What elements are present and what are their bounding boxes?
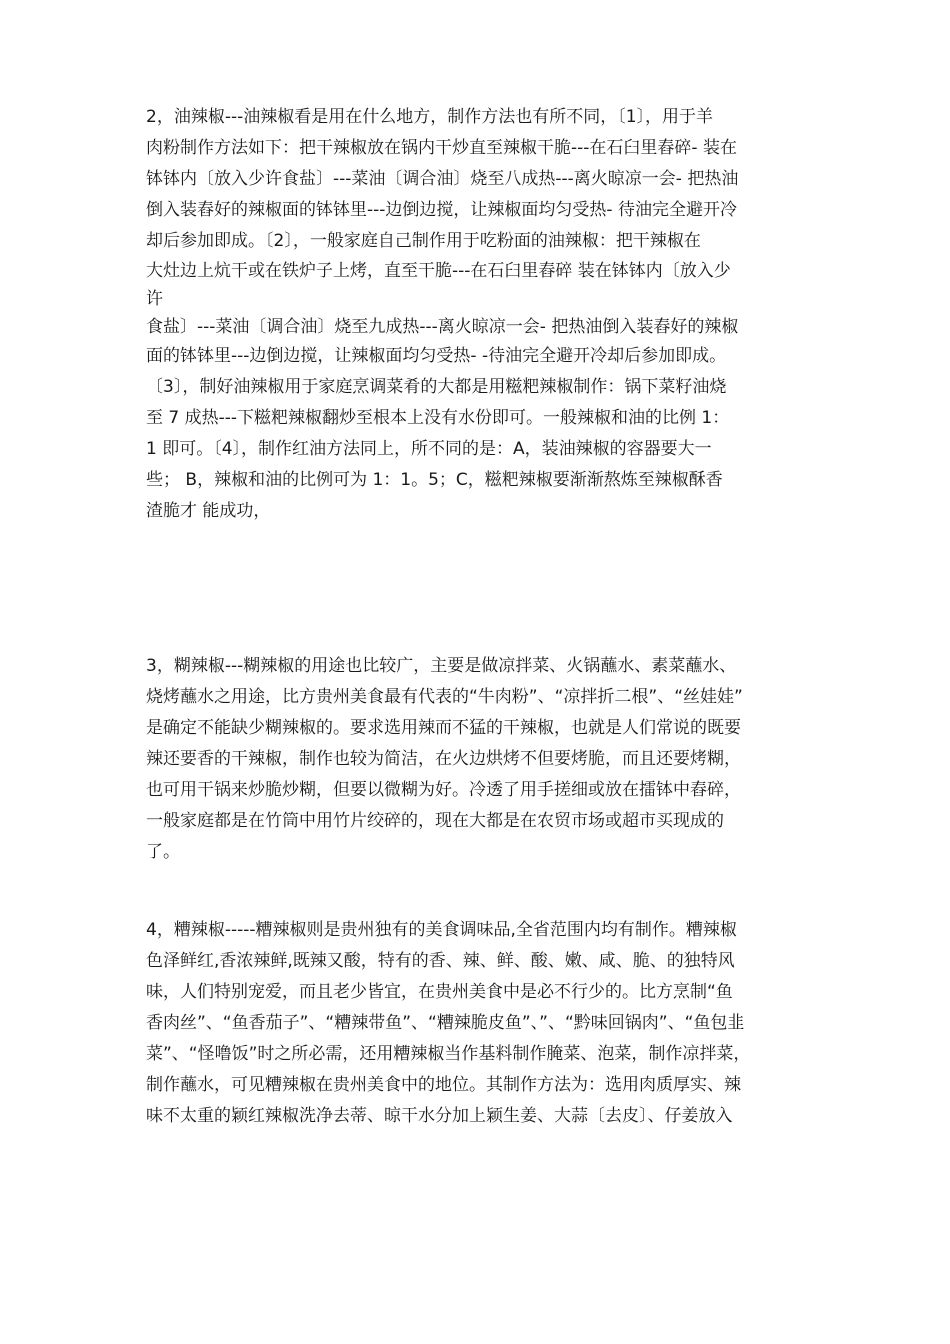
text-line: 面的钵钵里---边倒边搅，让辣椒面均匀受热- -待油完全避开冷却后参加即成。 xyxy=(146,346,727,366)
text-line: 至 7 成热---下糍粑辣椒翻炒至根本上没有水份即可。一般辣椒和油的比例 1： xyxy=(146,408,730,428)
text-line: 1 即可。〔4〕，制作红油方法同上，所不同的是：A，装油辣椒的容器要大一 xyxy=(146,439,712,459)
text-line: 大灶边上炕干或在铁炉子上烤，直至干脆---在石臼里舂碎 装在钵钵内〔放入少 xyxy=(146,261,731,281)
text-line: 辣还要香的干辣椒，制作也较为简洁，在火边烘烤不但要烤脆，而且还要烤糊， xyxy=(146,749,741,769)
text-line: 些； B，辣椒和油的比例可为 1：1。5；C，糍粑辣椒要渐渐熬炼至辣椒酥香 xyxy=(146,470,723,490)
text-line: 烧烤蘸水之用途，比方贵州美食最有代表的“牛肉粉”、“凉拌折二根”、“丝娃娃” xyxy=(146,687,743,707)
text-line: 渣脆才 能成功， xyxy=(146,501,271,521)
text-line: 食盐〕---菜油〔调合油〕烧至九成热---离火晾凉一会- 把热油倒入装舂好的辣椒 xyxy=(146,317,739,337)
text-line: 许 xyxy=(146,289,163,309)
text-line: 〔3〕，制好油辣椒用于家庭烹调菜肴的大都是用糍粑辣椒制作：锅下菜籽油烧 xyxy=(146,377,727,397)
text-line: 菜”、“怪噜饭”时之所必需，还用糟辣椒当作基料制作腌菜、泡菜，制作凉拌菜， xyxy=(146,1044,751,1064)
text-line: 却后参加即成。〔2〕，一般家庭自己制作用于吃粉面的油辣椒：把干辣椒在 xyxy=(146,231,701,251)
text-line: 肉粉制作方法如下：把干辣椒放在锅内干炒直至辣椒干脆---在石臼里舂碎- 装在 xyxy=(146,138,737,158)
text-line: 一般家庭都是在竹筒中用竹片绞碎的，现在大都是在农贸市场或超市买现成的 xyxy=(146,811,724,831)
text-line: 2，油辣椒---油辣椒看是用在什么地方，制作方法也有所不同，〔1〕，用于羊 xyxy=(146,107,714,127)
text-line: 3，糊辣椒---糊辣椒的用途也比较广，主要是做凉拌菜、火锅蘸水、素菜蘸水、 xyxy=(146,656,737,676)
text-line: 也可用干锅来炒脆炒糊，但要以微糊为好。冷透了用手搓细或放在擂钵中舂碎， xyxy=(146,780,741,800)
text-line: 制作蘸水，可见糟辣椒在贵州美食中的地位。其制作方法为：选用肉质厚实、辣 xyxy=(146,1075,741,1095)
paragraph-oil-chili xyxy=(146,102,826,527)
paragraph-pickled-chili xyxy=(146,915,826,1132)
text-line: 味不太重的颖红辣椒洗净去蒂、晾干水分加上颖生姜、大蒜〔去皮〕、仔姜放入 xyxy=(146,1106,733,1126)
text-line: 4，糟辣椒-----糟辣椒则是贵州独有的美食调味品,全省范围内均有制作。糟辣椒 xyxy=(146,920,737,940)
text-line: 钵钵内〔放入少许食盐〕---菜油〔调合油〕烧至八成热---离火晾凉一会- 把热油 xyxy=(146,169,739,189)
text-line: 是确定不能缺少糊辣椒的。要求选用辣而不猛的干辣椒，也就是人们常说的既要 xyxy=(146,718,741,738)
text-line: 味，人们特别宠爱，而且老少皆宜，在贵州美食中是必不行少的。比方烹制“鱼 xyxy=(146,982,733,1002)
text-line: 倒入装舂好的辣椒面的钵钵里---边倒边搅，让辣椒面均匀受热- 待油完全避开冷 xyxy=(146,200,737,220)
text-line: 香肉丝”、“鱼香茄子”、“糟辣带鱼”、“糟辣脆皮鱼”、”、“黔味回锅肉”、“鱼包韭 xyxy=(146,1013,745,1033)
text-line: 色泽鲜红,香浓辣鲜,既辣又酸，特有的香、辣、鲜、酸、嫩、咸、脆、的独特风 xyxy=(146,951,735,971)
text-line: 了。 xyxy=(146,842,180,862)
paragraph-burnt-chili xyxy=(146,651,826,868)
